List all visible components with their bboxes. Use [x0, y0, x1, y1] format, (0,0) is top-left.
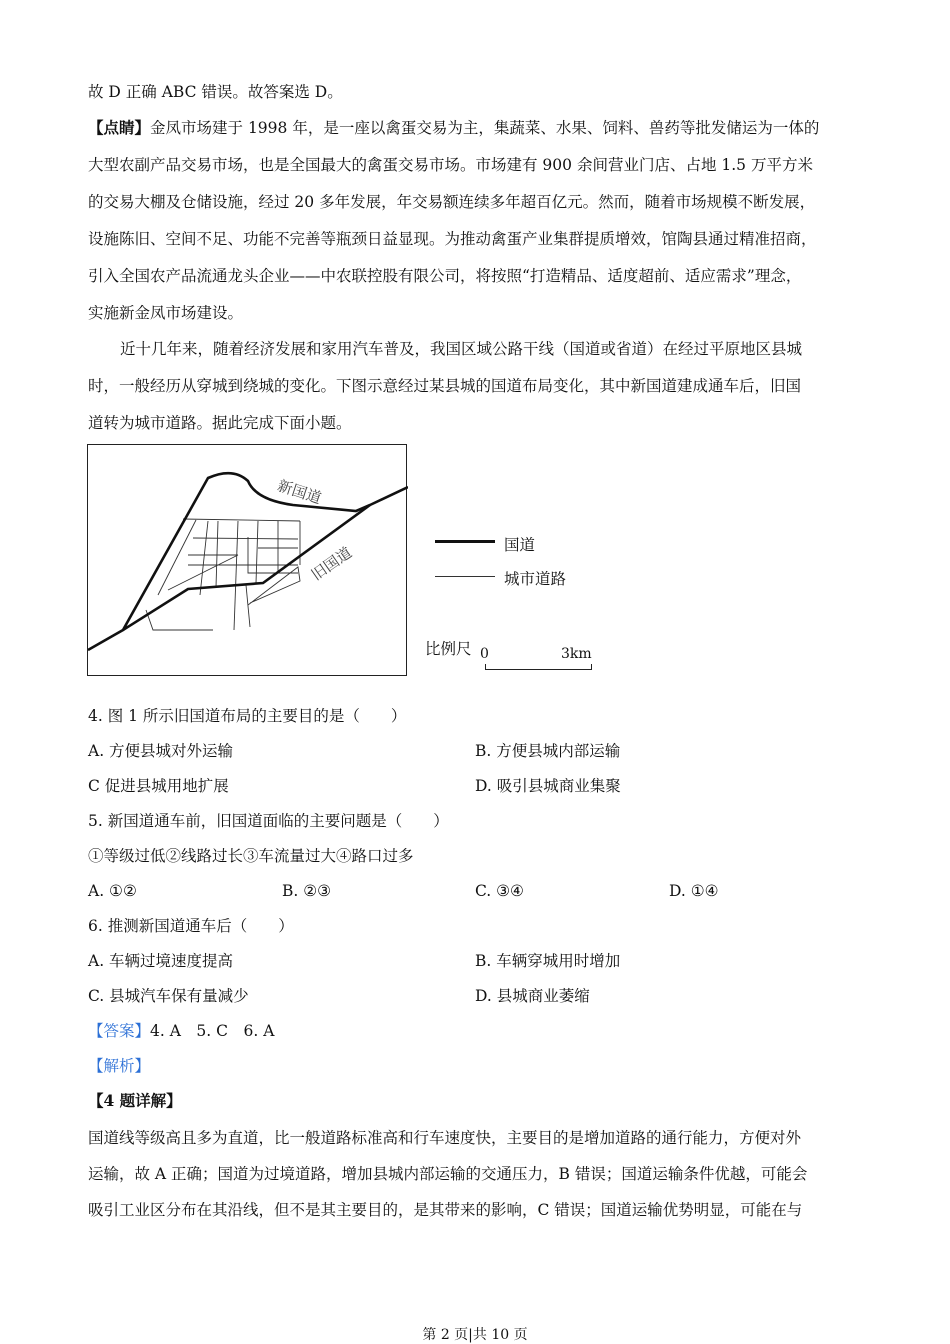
line-2 — [88, 118, 819, 138]
q5-option-a: A. ①② — [88, 882, 137, 900]
answer-tag: 【答案】 — [88, 1022, 151, 1040]
q6-option-c: C. 县城汽车保有量减少 — [88, 987, 249, 1005]
analysis-tag: 【解析】 — [88, 1057, 151, 1075]
tip-tag: 【点睛】 — [88, 118, 151, 137]
q5-items: ①等级过低②线路过长③车流量过大④路口过多 — [88, 847, 414, 865]
q5-option-c: C. ③④ — [475, 882, 524, 900]
detail-line-2: 运输，故 A 正确；国道为过境道路，增加县城内部运输的交通压力，B 错误；国道运输条件优越，可能会 — [88, 1165, 808, 1183]
q5-option-b: B. ②③ — [282, 882, 332, 900]
scale-value: 3km — [561, 646, 592, 662]
detail-tag: 【4 题详解】 — [88, 1091, 182, 1110]
line-1: 故 D 正确 ABC 错误。故答案选 D。 — [88, 83, 343, 101]
line-10: 道转为城市道路。据此完成下面小题。 — [88, 414, 352, 432]
scale-bar — [485, 664, 592, 670]
legend-national-label: 国道 — [504, 536, 536, 554]
road-map-figure — [87, 444, 407, 676]
q6-option-d: D. 县城商业萎缩 — [475, 987, 590, 1005]
legend-city-label: 城市道路 — [504, 570, 567, 588]
q4-option-b: B. 方便县城内部运输 — [475, 742, 621, 760]
scale-label: 比例尺 — [425, 640, 472, 658]
q4-stem: 4. 图 1 所示旧国道布局的主要目的是（ ） — [88, 707, 407, 725]
road-map-svg — [88, 445, 408, 677]
scale-zero: 0 — [480, 646, 489, 662]
line-3: 大型农副产品交易市场，也是全国最大的禽蛋交易市场。市场建有 900 余间营业门店、占地 1.5 万平方米 — [88, 156, 813, 174]
detail-line-3: 吸引工业区分布在其沿线，但不是其主要目的，是其带来的影响，C 错误；国道运输优势明显，可能在与 — [88, 1201, 803, 1219]
answer-line — [88, 1021, 274, 1041]
q5-stem: 5. 新国道通车前，旧国道面临的主要问题是（ ） — [88, 812, 449, 830]
q4-option-a: A. 方便县城对外运输 — [88, 742, 234, 760]
new-road-label: 新国道 — [275, 476, 324, 508]
line-7: 实施新金凤市场建设。 — [88, 304, 244, 322]
q6-option-b: B. 车辆穿城用时增加 — [475, 952, 621, 970]
line-8: 近十几年来，随着经济发展和家用汽车普及，我国区域公路干线（国道或省道）在经过平原地区县城 — [120, 340, 803, 358]
q6-option-a: A. 车辆过境速度提高 — [88, 952, 234, 970]
old-road-label: 旧国道 — [307, 543, 356, 585]
line-5: 设施陈旧、空间不足、功能不完善等瓶颈日益显现。为推动禽蛋产业集群提质增效，馆陶县通过精准招商， — [88, 230, 817, 248]
page-footer: 第 2 页|共 10 页 — [422, 1327, 528, 1343]
legend-national-line — [435, 540, 495, 543]
tip-text: 金凤市场建于 1998 年，是一座以禽蛋交易为主，集蔬菜、水果、饲料、兽药等批发储运为一体的 — [150, 119, 820, 137]
line-6: 引入全国农产品流通龙头企业——中农联控股有限公司，将按照“打造精品、适度超前、适应需求”理念， — [88, 267, 802, 285]
q4-option-d: D. 吸引县城商业集聚 — [475, 777, 621, 795]
detail-line-1: 国道线等级高且多为直道，比一般道路标准高和行车速度快，主要目的是增加道路的通行能力，方便对外 — [88, 1129, 802, 1147]
line-9: 时，一般经历从穿城到绕城的变化。下图示意经过某县城的国道布局变化，其中新国道建成通车后，旧国 — [88, 377, 802, 395]
legend-city-line — [435, 576, 495, 577]
q6-stem: 6. 推测新国道通车后（ ） — [88, 917, 294, 935]
q4-option-c: C 促进县城用地扩展 — [88, 777, 229, 795]
answer-text: 4. A 5. C 6. A — [150, 1022, 275, 1040]
city-roads — [146, 519, 300, 630]
line-4: 的交易大棚及仓储设施，经过 20 多年发展，年交易额连续多年超百亿元。然而，随着市场规模不断发展， — [88, 193, 816, 211]
q5-option-d: D. ①④ — [669, 882, 719, 900]
